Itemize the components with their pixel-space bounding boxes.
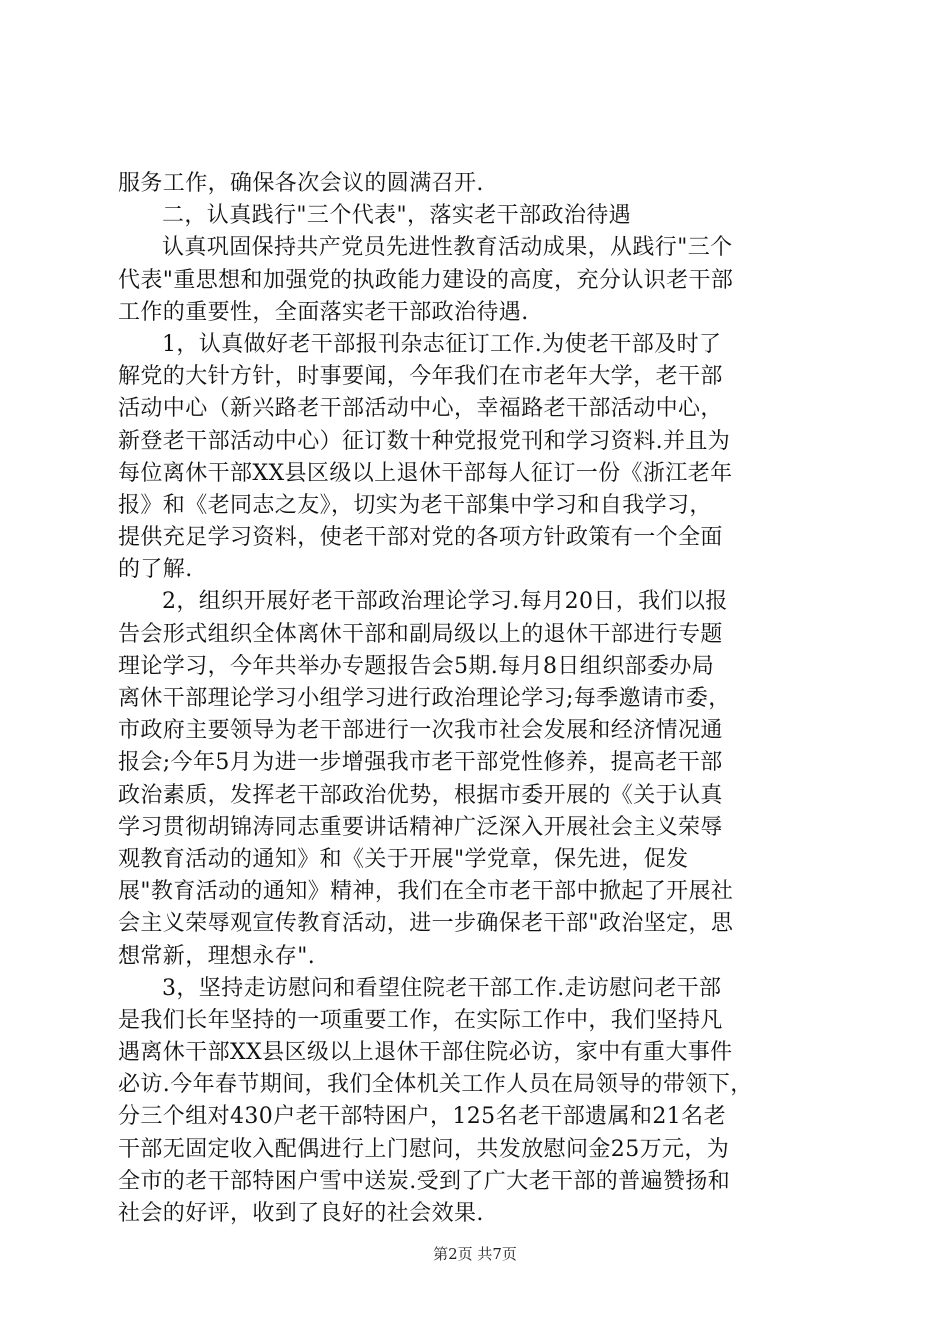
document-line: 每位离休干部XX县区级以上退休干部每人征订一份《浙江老年	[118, 460, 733, 486]
document-line: 想常新，理想永存".	[118, 943, 316, 969]
document-line: 全市的老干部特困户雪中送炭.受到了广大老干部的普遍赞扬和	[118, 1168, 731, 1194]
document-line: 2，组织开展好老干部政治理论学习.每月20日，我们以报	[162, 589, 728, 615]
document-body	[118, 168, 838, 1230]
document-line: 1，认真做好老干部报刊杂志征订工作.为使老干部及时了	[162, 331, 722, 357]
document-line: 报会;今年5月为进一步增强我市老干部党性修养，提高老干部	[118, 750, 723, 776]
document-line: 必访.今年春节期间，我们全体机关工作人员在局领导的带领下，	[118, 1072, 753, 1098]
document-line: 二，认真践行"三个代表"，落实老干部政治待遇	[162, 203, 632, 229]
document-line: 代表"重思想和加强党的执政能力建设的高度，充分认识老干部	[118, 267, 734, 293]
document-line: 服务工作，确保各次会议的圆满召开.	[118, 171, 484, 196]
document-line: 遇离休干部XX县区级以上退休干部住院必访，家中有重大事件	[118, 1040, 733, 1066]
page-footer: 第2页 共7页	[433, 1245, 517, 1263]
document-line: 提供充足学习资料，使老干部对党的各项方针政策有一个全面	[118, 525, 723, 551]
document-line: 理论学习，今年共举办专题报告会5期.每月8日组织部委办局	[118, 653, 715, 679]
document-line: 离休干部理论学习小组学习进行政治理论学习;每季邀请市委，	[118, 686, 731, 711]
document-line: 展"教育活动的通知》精神，我们在全市老干部中掀起了开展社	[118, 879, 734, 905]
document-line: 政治素质，发挥老干部政治优势，根据市委开展的《关于认真	[118, 782, 723, 808]
document-line: 工作的重要性，全面落实老干部政治待遇.	[118, 299, 529, 325]
document-line: 分三个组对430户老干部特困户，125名老干部遗属和21名老	[118, 1104, 726, 1130]
document-line: 干部无固定收入配偶进行上门慰问，共发放慰问金25万元，为	[118, 1136, 730, 1162]
document-line: 3，坚持走访慰问和看望住院老干部工作.走访慰问老干部	[162, 975, 722, 1001]
document-line: 解党的大针方针，时事要闻，今年我们在市老年大学，老干部	[118, 364, 723, 390]
document-line: 告会形式组织全体离休干部和副局级以上的退休干部进行专题	[118, 621, 723, 647]
document-line: 是我们长年坚持的一项重要工作，在实际工作中，我们坚持凡	[118, 1007, 723, 1033]
document-line: 会主义荣辱观宣传教育活动，进一步确保老干部"政治坚定，思	[118, 911, 734, 937]
document-line: 观教育活动的通知》和《关于开展"学党章，保先进，促发	[118, 846, 689, 872]
document-line: 市政府主要领导为老干部进行一次我市社会发展和经济情况通	[118, 718, 723, 744]
document-line: 社会的好评，收到了良好的社会效果.	[118, 1201, 484, 1226]
document-line: 新登老干部活动中心）征订数十种党报党刊和学习资料.并且为	[118, 428, 731, 454]
document-line: 报》和《老同志之友》，切实为老干部集中学习和自我学习，	[118, 492, 712, 518]
document-line: 的了解.	[118, 557, 193, 583]
document-line: 认真巩固保持共产党员先进性教育活动成果，从践行"三个	[162, 235, 733, 261]
document-line: 活动中心（新兴路老干部活动中心，幸福路老干部活动中心，	[118, 396, 723, 422]
document-line: 学习贯彻胡锦涛同志重要讲话精神广泛深入开展社会主义荣辱	[118, 814, 723, 840]
